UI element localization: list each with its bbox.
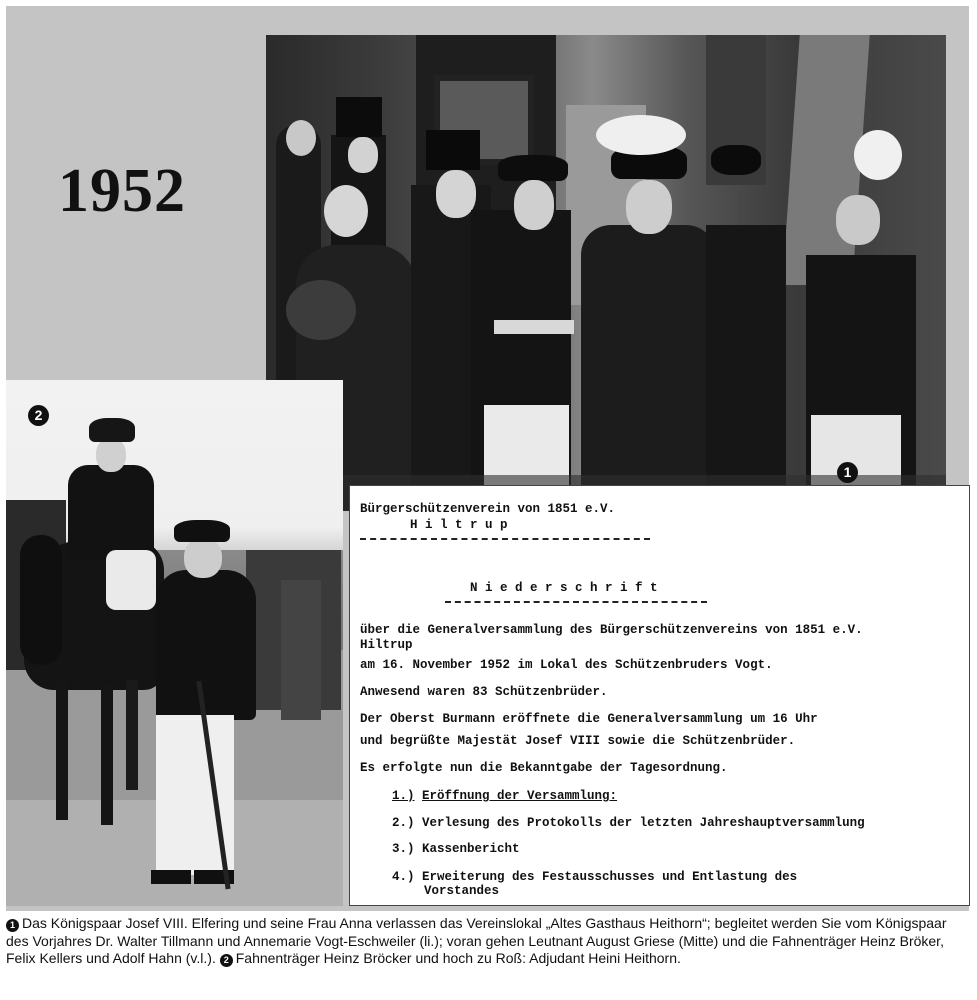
caption-marker-1: 1 <box>6 919 19 932</box>
agenda-number: 3.) <box>392 842 415 856</box>
doc-title: N i e d e r s c h r i f t <box>470 581 658 595</box>
doc-line: Es erfolgte nun die Bekanntgabe der Tagesordnung. <box>360 761 728 775</box>
agenda-text: Erweiterung des Festausschusses und Entlastung des <box>422 870 798 884</box>
doc-line: Der Oberst Burmann eröffnete die Generalversammlung um 16 Uhr <box>360 712 818 726</box>
agenda-item <box>392 842 520 856</box>
minutes-document <box>349 485 970 906</box>
agenda-number: 2.) <box>392 816 415 830</box>
doc-line: Hiltrup <box>360 638 413 652</box>
photo-royal-couple-procession <box>266 35 946 511</box>
caption-part-1: Das Königspaar Josef VIII. Elfering und seine Frau Anna verlassen das Vereinslokal „Altes Gasthaus Heithorn“; begleitet werden Sie vom Königspaar des Vorjahres Dr. Walter Tillmann und Annemarie Vogt-Eschweiler (li.); voran gehen Leutnant August Griese (Mitte) und die Fahnenträger Heinz Bröker, Felix Kellers und Adolf Hahn (v.l.). <box>6 915 947 966</box>
doc-title-rule <box>445 601 707 603</box>
doc-header-town: H i l t r u p <box>410 518 508 532</box>
agenda-continuation: Vorstandes <box>424 884 500 898</box>
agenda-item <box>392 789 617 803</box>
photo2-number-badge: 2 <box>28 405 49 426</box>
agenda-text: Kassenbericht <box>422 842 520 856</box>
agenda-text: Eröffnung der Versammlung: <box>422 789 618 803</box>
photo-caption <box>6 915 970 968</box>
agenda-item <box>392 816 865 830</box>
doc-line: Anwesend waren 83 Schützenbrüder. <box>360 685 608 699</box>
caption-part-2: Fahnenträger Heinz Bröcker und hoch zu Roß: Adjudant Heini Heithorn. <box>235 950 681 966</box>
doc-header-rule <box>360 538 650 540</box>
photo-flag-bearer-and-rider <box>6 380 343 906</box>
doc-line: und begrüßte Majestät Josef VIII sowie die Schützenbrüder. <box>360 734 796 748</box>
agenda-item <box>392 870 797 884</box>
agenda-number: 1.) <box>392 789 415 803</box>
doc-line: über die Generalversammlung des Bürgerschützenvereins von 1851 e.V. <box>360 623 863 637</box>
agenda-text: Verlesung des Protokolls der letzten Jahreshauptversammlung <box>422 816 865 830</box>
photo1-number-badge: 1 <box>837 462 858 483</box>
caption-marker-2: 2 <box>220 954 233 967</box>
doc-header-association: Bürgerschützenverein von 1851 e.V. <box>360 502 616 516</box>
agenda-number: 4.) <box>392 870 415 884</box>
doc-line: am 16. November 1952 im Lokal des Schützenbruders Vogt. <box>360 658 773 672</box>
year-heading: 1952 <box>58 157 186 225</box>
